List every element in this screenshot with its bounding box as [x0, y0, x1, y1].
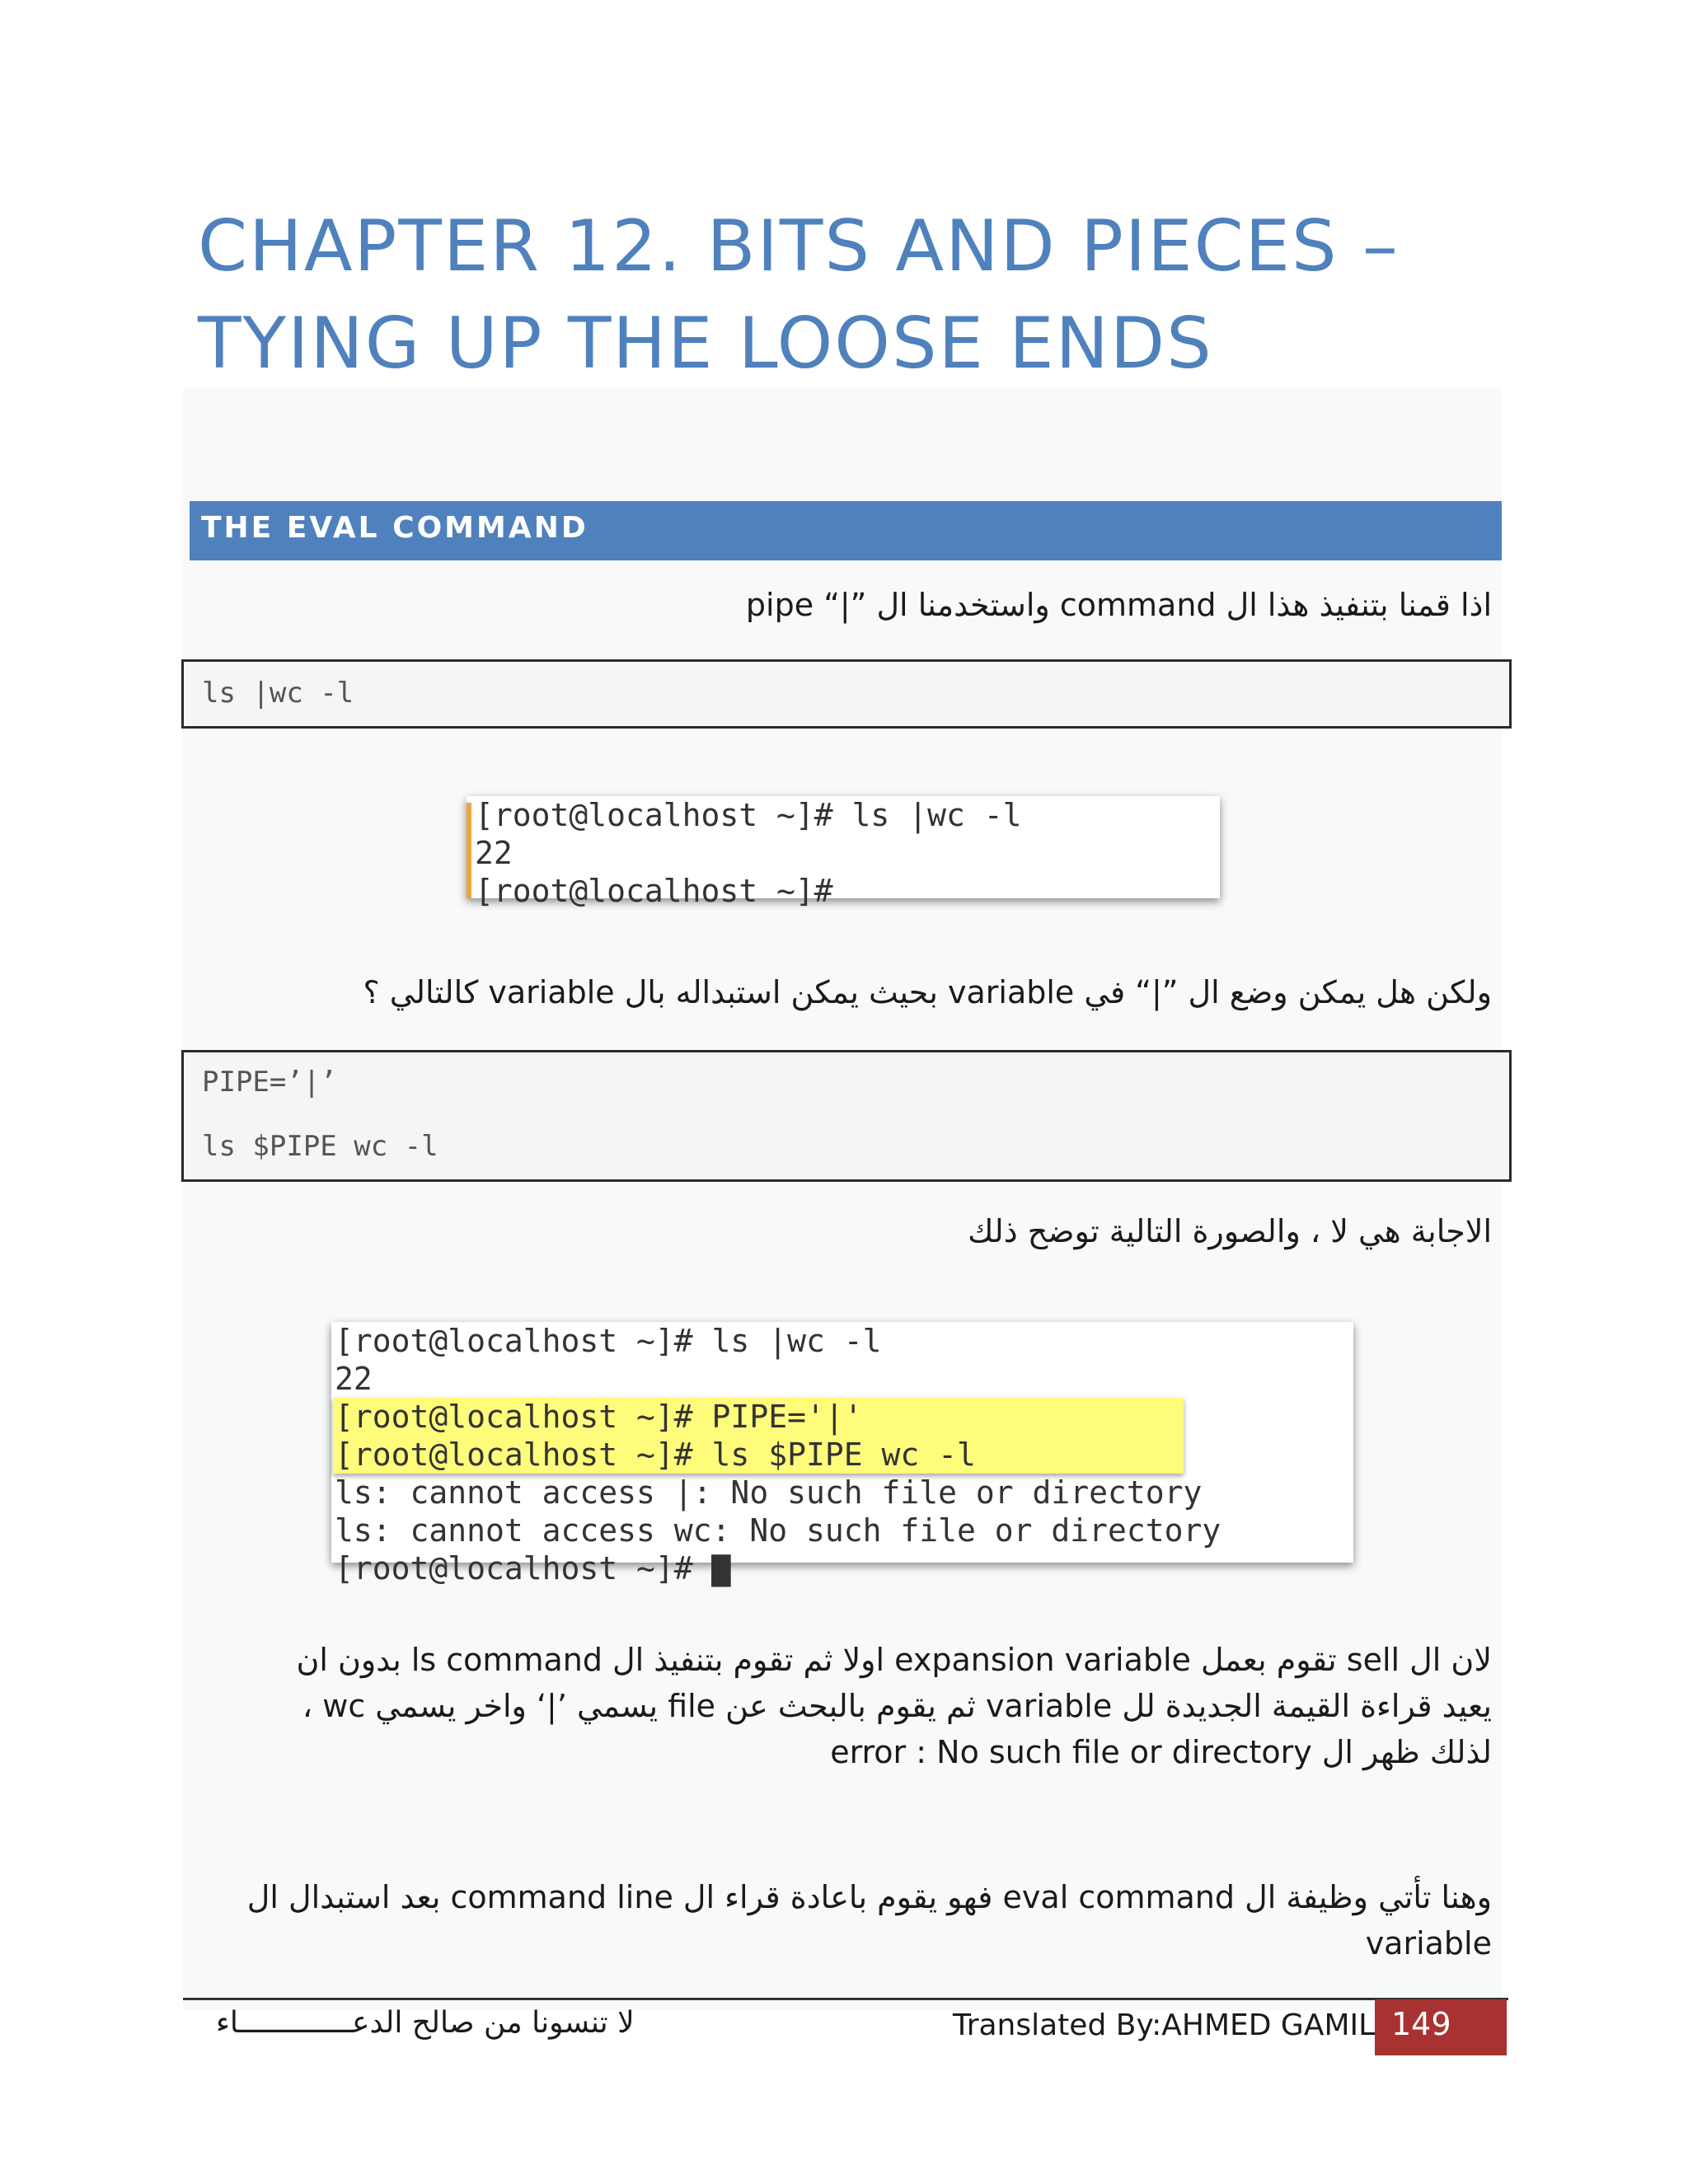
- paragraph-3: الاجابة هي لا ، والصورة التالية توضح ذلك: [968, 1213, 1492, 1249]
- chapter-title-line1: CHAPTER 12. BITS AND PIECES –: [198, 205, 1400, 288]
- terminal-line: 22: [475, 835, 513, 871]
- terminal-line: 22: [335, 1361, 373, 1397]
- terminal-line: ls: cannot access wc: No such file or directory: [335, 1512, 1221, 1549]
- terminal-line: [root@localhost ~]#: [475, 873, 833, 909]
- terminal-line: [root@localhost ~]# ls |wc -l: [335, 1323, 882, 1359]
- page-number: 149: [1391, 2006, 1451, 2042]
- chapter-title: [198, 198, 1517, 392]
- paragraph-5-line1: وهنا تأتي وظيفة ال eval command فهو يقوم باعادة قراء ال command line بعد استبدال ال: [246, 1879, 1492, 1915]
- terminal-line: [root@localhost ~]# ls $PIPE wc -l: [335, 1436, 976, 1473]
- paragraph-4-line2: يعيد قراءة القيمة الجديدة لل variable ثم يقوم بالبحث عن file يسمي ’|‘ واخر يسمي wc ،: [302, 1688, 1492, 1724]
- paragraph-5-line2: variable: [1365, 1925, 1492, 1961]
- paragraph-2: ولكن هل يمكن وضع ال ”|“ في variable بحيث يمكن استبداله بال variable كالتالي ؟: [363, 974, 1492, 1010]
- terminal-line: ls: cannot access |: No such file or directory: [335, 1474, 1203, 1511]
- section-heading: THE EVAL COMMAND: [201, 511, 588, 545]
- paragraph-4-line1: لان ال sell تقوم بعمل expansion variable اولا ثم تقوم بتنفيذ ال ls command بدون ان: [296, 1642, 1492, 1678]
- paragraph-4-line3: لذلك ظهر ال error : No such file or directory: [830, 1734, 1492, 1770]
- footer-divider: [183, 1998, 1508, 2000]
- chapter-title-line2: TYING UP THE LOOSE ENDS: [198, 302, 1213, 385]
- footer-translator: Translated By:AHMED GAMIL: [953, 2008, 1376, 2042]
- terminal-margin-marker: [467, 803, 471, 898]
- terminal-line: [root@localhost ~]# ▇: [335, 1550, 731, 1586]
- footer-dedication: لا تنسونا من صالح الدعـــــــــــــاء: [216, 2006, 635, 2040]
- code-block-2: [181, 1050, 1512, 1182]
- terminal-screenshot-2: [331, 1322, 1353, 1586]
- terminal-screenshot-1: [467, 796, 1220, 909]
- terminal-line: [root@localhost ~]# PIPE='|': [335, 1399, 863, 1435]
- section-heading-bar: [190, 501, 1502, 560]
- code-block-1: [181, 659, 1512, 729]
- paragraph-1: اذا قمنا بتنفيذ هذا ال command واستخدمنا ال ”|“ pipe: [745, 587, 1492, 623]
- terminal-line: [root@localhost ~]# ls |wc -l: [475, 797, 1022, 833]
- code-line: ls |wc -l: [202, 677, 354, 710]
- code-line: PIPE=’|’: [202, 1066, 337, 1099]
- code-line: ls $PIPE wc -l: [202, 1130, 438, 1163]
- page-number-badge: [1375, 1999, 1507, 2055]
